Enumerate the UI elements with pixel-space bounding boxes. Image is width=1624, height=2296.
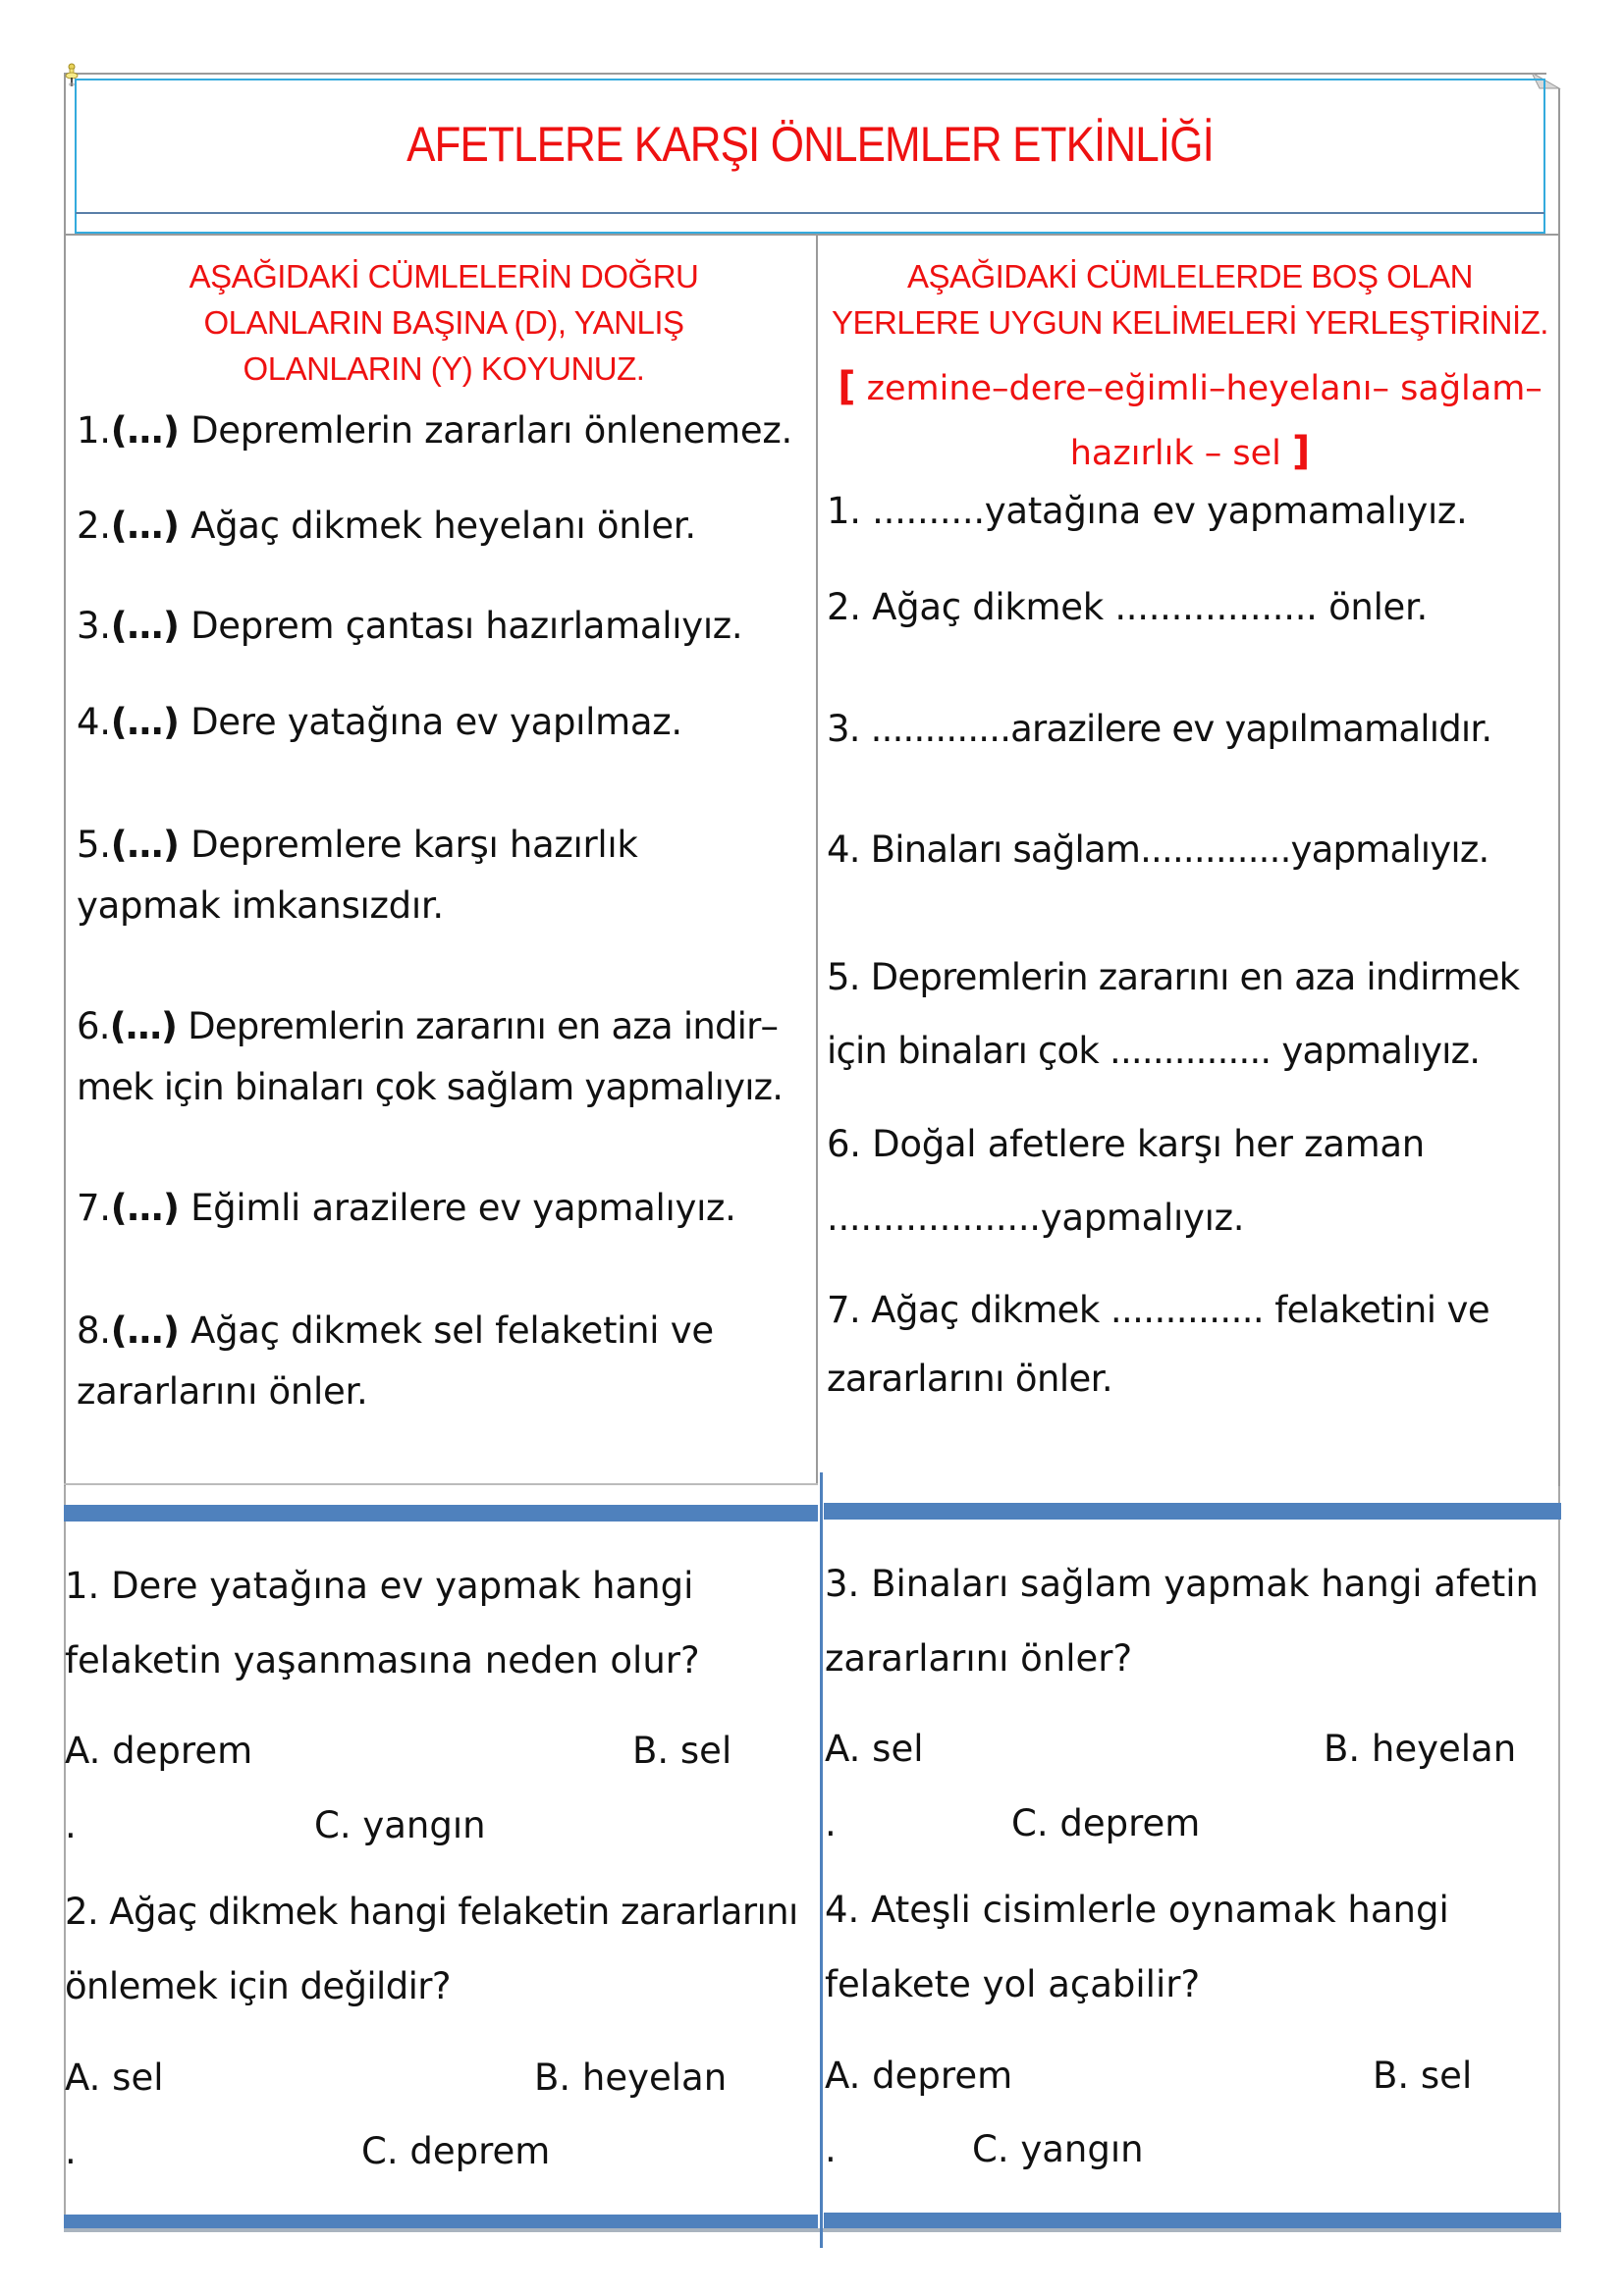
- item-number: 3.: [77, 605, 111, 647]
- mc-option-a[interactable]: A. deprem: [825, 2055, 1013, 2097]
- tf-item-1: [77, 400, 813, 461]
- question-text: felakete yol açabilir?: [825, 1963, 1201, 2005]
- pushpin-icon: [65, 63, 79, 88]
- fb-item-6: [827, 1107, 1563, 1255]
- fb-item-4: [827, 820, 1573, 881]
- mc-option-c[interactable]: C. deprem: [361, 2130, 551, 2172]
- mc-option-c[interactable]: C. deprem: [1011, 1802, 1201, 1844]
- instruction-line: AŞAĞIDAKİ CÜMLELERİN DOĞRU: [189, 258, 699, 294]
- tf-item-8: [77, 1301, 813, 1422]
- item-text-continued: için binaları çok ............... yapmalıyız.: [827, 1030, 1481, 1072]
- blue-divider-bar: [64, 2215, 818, 2228]
- mc-option-c[interactable]: C. yangın: [972, 2128, 1144, 2170]
- item-text: Depremlerin zararını en aza indir–: [188, 1005, 779, 1047]
- blue-divider-bar: [824, 1503, 1561, 1520]
- word-bank: [827, 355, 1553, 485]
- item-text: Ağaç dikmek sel felaketini ve: [190, 1309, 714, 1352]
- fb-item-1: [827, 481, 1563, 542]
- item-text: 4. Binaları sağlam..............yapmalıyız.: [827, 828, 1489, 871]
- blue-divider-bar: [824, 2213, 1561, 2228]
- fb-item-5: [827, 940, 1573, 1088]
- word-bank-close-bracket: ]: [1291, 429, 1311, 474]
- item-number: 2.: [77, 505, 111, 547]
- mc-option-b[interactable]: B. heyelan: [1324, 1728, 1517, 1770]
- question-text: felaketin yaşanmasına neden olur?: [65, 1639, 700, 1682]
- item-number: 1.: [77, 409, 111, 452]
- item-text: Depremlerin zararları önlenemez.: [190, 409, 792, 452]
- tf-item-2: [77, 496, 813, 557]
- item-number: 7.: [77, 1187, 111, 1229]
- item-text: Eğimli arazilere ev yapmalıyız.: [190, 1187, 736, 1229]
- outer-frame-top: [64, 73, 1546, 75]
- question-text: 2. Ağaç dikmek hangi felaketin zararlarını: [65, 1891, 798, 1933]
- question-text: zararlarını önler?: [825, 1637, 1133, 1680]
- word-bank-words: zemine–dere–eğimli–heyelanı– sağlam–: [866, 369, 1543, 408]
- mc-option-a[interactable]: A. sel: [65, 2056, 164, 2099]
- answer-blank[interactable]: (…): [110, 1309, 180, 1352]
- mc-question-2: [65, 1875, 821, 2024]
- question-text: 1. Dere yatağına ev yapmak hangi: [65, 1565, 694, 1607]
- fb-item-2: [827, 577, 1563, 638]
- answer-blank[interactable]: (…): [110, 409, 180, 452]
- item-text: 5. Depremlerin zararını en aza indirmek: [827, 956, 1520, 998]
- section-divider: [64, 234, 1560, 236]
- item-number: 8.: [77, 1309, 111, 1352]
- answer-blank[interactable]: (…): [110, 824, 180, 866]
- mc-question-3: [825, 1547, 1556, 1696]
- item-text-continued: mek için binaları çok sağlam yapmalıyız.: [77, 1066, 784, 1108]
- question-text: önlemek için değildir?: [65, 1965, 451, 2007]
- true-false-instructions: [77, 253, 811, 392]
- dot-marker: .: [65, 1804, 77, 1846]
- dot-marker: .: [65, 2130, 77, 2172]
- dot-marker: .: [825, 1802, 837, 1844]
- tf-item-5: [77, 815, 813, 936]
- answer-blank[interactable]: (…): [110, 605, 180, 647]
- item-text: Dere yatağına ev yapılmaz.: [190, 701, 682, 743]
- tf-item-3: [77, 596, 813, 657]
- mc-option-b[interactable]: B. heyelan: [534, 2056, 728, 2099]
- item-number: 5.: [77, 824, 111, 866]
- item-text: Depremlere karşı hazırlık: [190, 824, 638, 866]
- item-text-continued: zararlarını önler.: [77, 1370, 368, 1413]
- answer-blank[interactable]: (…): [110, 505, 180, 547]
- mc-column-divider: [820, 1472, 823, 2248]
- instruction-line: OLANLARIN (Y) KOYUNUZ.: [243, 350, 645, 387]
- item-number: 4.: [77, 701, 111, 743]
- fb-item-7: [827, 1276, 1573, 1414]
- column-divider: [816, 236, 818, 1484]
- mc-option-a[interactable]: A. deprem: [65, 1730, 253, 1772]
- mc-right-border: [1558, 1486, 1560, 2232]
- instruction-line: OLANLARIN BAŞINA (D), YANLIŞ: [203, 304, 684, 341]
- blue-divider-bar: [64, 1505, 818, 1522]
- mc-question-1: [65, 1549, 811, 1698]
- mc-option-c[interactable]: C. yangın: [314, 1804, 486, 1846]
- item-text: 7. Ağaç dikmek .............. felaketini ve: [827, 1289, 1489, 1331]
- answer-blank[interactable]: (…): [109, 1005, 178, 1047]
- item-text-continued: zararlarını önler.: [827, 1358, 1113, 1400]
- item-text: 2. Ağaç dikmek .................. önler.: [827, 586, 1428, 628]
- title-divider: [76, 212, 1544, 214]
- instruction-line: AŞAĞIDAKİ CÜMLELERDE BOŞ OLAN: [906, 258, 1473, 294]
- tf-item-6: [77, 996, 823, 1118]
- fill-blank-instructions: [827, 253, 1553, 346]
- instruction-line: YERLERE UYGUN KELİMELERİ YERLEŞTİRİNİZ.: [832, 304, 1548, 341]
- question-text: 4. Ateşli cisimlerle oynamak hangi: [825, 1889, 1449, 1931]
- item-text: 6. Doğal afetlere karşı her zaman: [827, 1123, 1425, 1165]
- answer-blank[interactable]: (…): [110, 701, 180, 743]
- tf-item-7: [77, 1178, 813, 1239]
- item-number: 6.: [77, 1005, 110, 1047]
- mc-option-b[interactable]: B. sel: [1373, 2055, 1473, 2097]
- item-text: Deprem çantası hazırlamalıyız.: [190, 605, 743, 647]
- item-text: 3. .............arazilere ev yapılmamalıdır.: [827, 708, 1492, 750]
- answer-blank[interactable]: (…): [110, 1187, 180, 1229]
- mc-question-4: [825, 1873, 1556, 2022]
- outer-frame-left: [64, 73, 66, 1486]
- item-text-continued: ...................yapmalıyız.: [827, 1197, 1245, 1239]
- tf-item-4: [77, 692, 813, 753]
- word-bank-words: hazırlık – sel: [1069, 434, 1281, 473]
- page-title: AFETLERE KARŞI ÖNLEMLER ETKİNLİĞİ: [406, 117, 1214, 172]
- dot-marker: .: [825, 2128, 837, 2170]
- fb-item-3: [827, 699, 1573, 760]
- word-bank-open-bracket: [: [838, 364, 856, 409]
- item-text-continued: yapmak imkansızdır.: [77, 884, 444, 927]
- column-bottom-line: [64, 1483, 818, 1485]
- bar-shadow: [64, 2228, 1561, 2232]
- item-text: 1. ..........yatağına ev yapmamalıyız.: [827, 490, 1468, 532]
- mc-option-a[interactable]: A. sel: [825, 1728, 924, 1770]
- item-text: Ağaç dikmek heyelanı önler.: [190, 505, 696, 547]
- mc-option-b[interactable]: B. sel: [632, 1730, 732, 1772]
- question-text: 3. Binaları sağlam yapmak hangi afetin: [825, 1563, 1540, 1605]
